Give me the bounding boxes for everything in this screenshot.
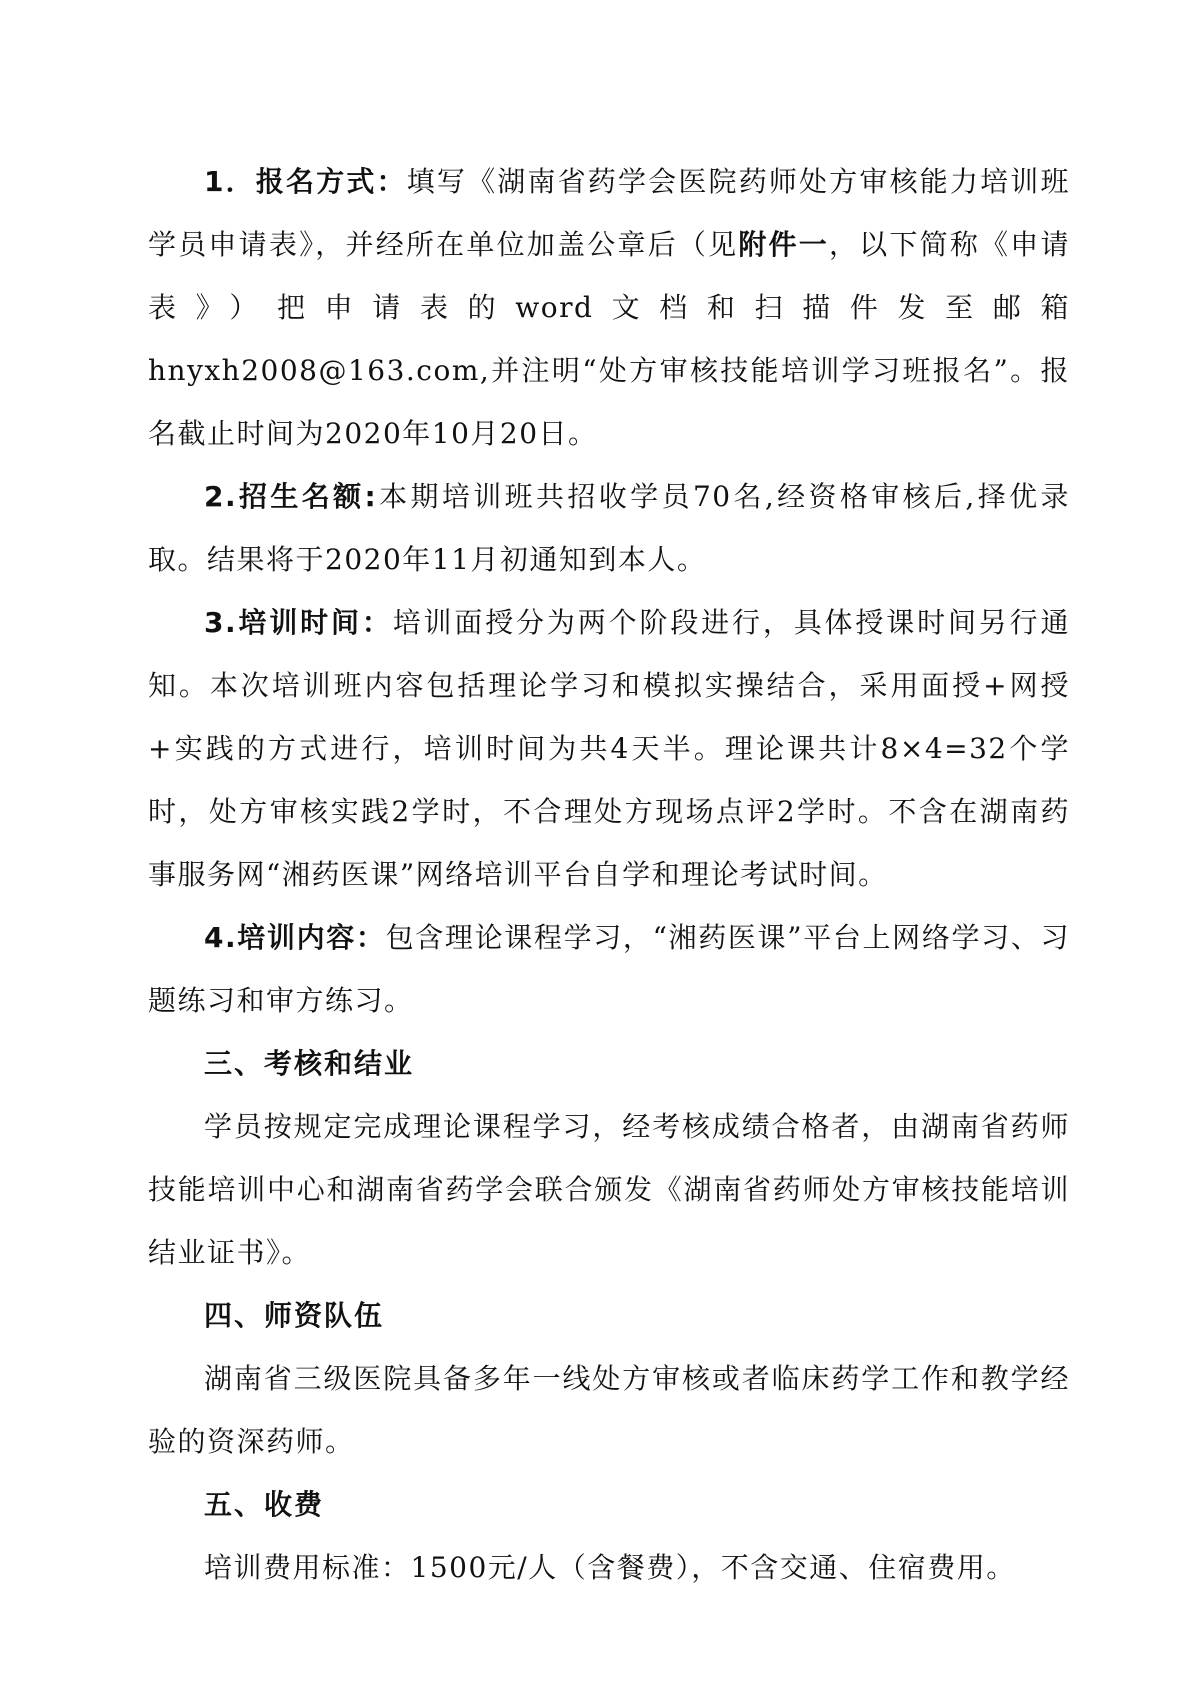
fees-paragraph: 培训费用标准：1500元/人（含餐费），不含交通、住宿费用。 xyxy=(204,1551,1016,1584)
training-time-paragraph xyxy=(148,591,1070,906)
training-content-text: 包含理论课程学习，“湘药医课”平台上网络学习、习题练习和审方练习。 xyxy=(148,921,1070,1017)
fees-heading: 五、收费 xyxy=(204,1488,325,1521)
training-time-lead: 3.培训时间： xyxy=(204,606,393,639)
faculty-paragraph: 湖南省三级医院具备多年一线处方审核或者临床药学工作和教学经验的资深药师。 xyxy=(148,1362,1070,1458)
enrollment-quota-paragraph xyxy=(148,465,1070,591)
faculty-heading: 四、师资队伍 xyxy=(204,1299,385,1332)
registration-method-lead: 1．报名方式： xyxy=(204,165,407,198)
document-body xyxy=(148,150,1070,1599)
enrollment-quota-text: 本期培训班共招收学员70名,经资格审核后,择优录取。结果将于2020年11月初通知到本人。 xyxy=(148,480,1070,576)
enrollment-quota-lead: 2.招生名额: xyxy=(204,480,378,513)
training-content-paragraph xyxy=(148,906,1070,1032)
registration-method-text-a: 填写《湖南省药学会医院药师处方审核能力培训班学员申请表》，并经所在单位加盖公章后（见 xyxy=(148,165,1070,261)
training-content-lead: 4.培训内容： xyxy=(204,921,386,954)
assessment-heading: 三、考核和结业 xyxy=(204,1047,415,1080)
training-time-text: 培训面授分为两个阶段进行，具体授课时间另行通知。本次培训班内容包括理论学习和模拟实操结合，采用面授+网授+实践的方式进行，培训时间为共4天半。理论课共计8×4=32个学时，处方审核实践2学时，不合理处方现场点评2学时。不含在湖南药事服务网“湘药医课”网络培训平台自学和理论考试时间。 xyxy=(148,606,1070,891)
attachment-one-emphasis: 附件一 xyxy=(738,228,829,261)
assessment-paragraph: 学员按规定完成理论课程学习，经考核成绩合格者，由湖南省药师技能培训中心和湖南省药学会联合颁发《湖南省药师处方审核技能培训结业证书》。 xyxy=(148,1110,1070,1269)
registration-method-text-b: ，以下简称《申请表》）把申请表的word文档和扫描件发至邮箱hnyxh2008@163.com,并注明“处方审核技能培训学习班报名”。报名截止时间为2020年10月20日。 xyxy=(148,228,1070,450)
registration-method-paragraph xyxy=(148,150,1070,465)
